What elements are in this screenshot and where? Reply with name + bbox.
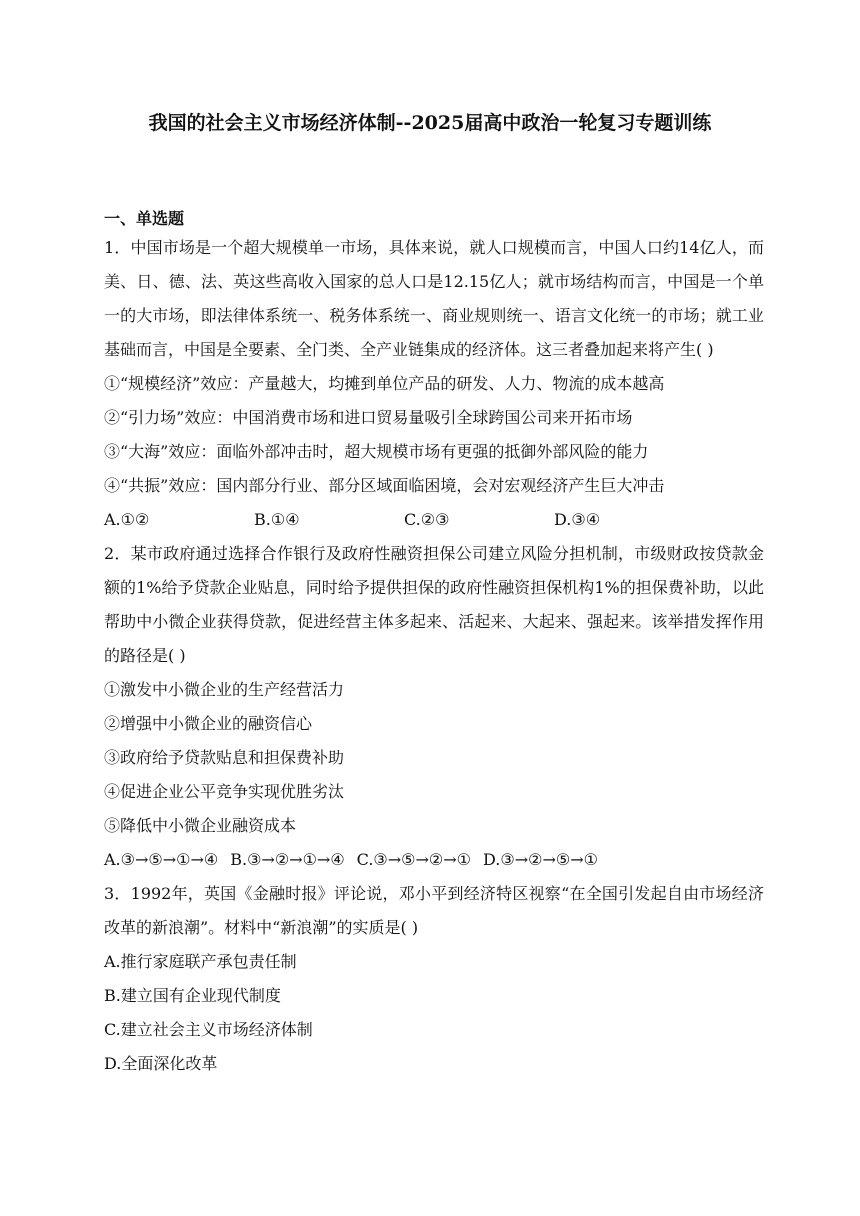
statement-item: ③“大海”效应：面临外部冲击时，超大规模市场有更强的抵御外部风险的能力 [104, 442, 649, 461]
answer-options [104, 843, 764, 877]
option-b[interactable]: B.建立国有企业现代制度 [104, 986, 281, 1005]
section-heading: 一、单选题 [104, 209, 185, 228]
option-a[interactable]: A.①② [104, 510, 150, 529]
statement-item: ⑤降低中小微企业融资成本 [104, 816, 297, 835]
question-list [104, 231, 764, 1081]
question-stem: 2．某市政府通过选择合作银行及政府性融资担保公司建立风险分担机制，市级财政按贷款金额的1%给予贷款企业贴息，同时给予提供担保的政府性融资担保机构1%的担保费补助，以此帮助中小微企业获得贷款，促进经营主体多起来、活起来、大起来、强起来。该举措发挥作用的路径是( ) [104, 544, 764, 665]
option-c[interactable]: C.建立社会主义市场经济体制 [104, 1020, 313, 1039]
option-b[interactable]: B.①④ [254, 510, 300, 529]
question-stem: 3．1992年，英国《金融时报》评论说，邓小平到经济特区视察“在全国引发起自由市场经济改革的新浪潮”。材料中“新浪潮”的实质是( ) [104, 884, 764, 937]
statement-item: ②增强中小微企业的融资信心 [104, 714, 313, 733]
statement-item: ②“引力场”效应：中国消费市场和进口贸易量吸引全球跨国公司来开拓市场 [104, 408, 633, 427]
statement-item: ④促进企业公平竞争实现优胜劣汰 [104, 782, 345, 801]
option-d[interactable]: D.全面深化改革 [104, 1054, 218, 1073]
question-1 [104, 231, 764, 537]
question-stem: 1．中国市场是一个超大规模单一市场，具体来说，就人口规模而言，中国人口约14亿人，而美、日、德、法、英这些高收入国家的总人口是12.15亿人；就市场结构而言，中国是一个单一的大市场，即法律体系统一、税务体系统一、商业规则统一、语言文化统一的市场；就工业基础而言，中国是全要素、全门类、全产业链集成的经济体。这三者叠加起来将产生( ) [104, 238, 764, 359]
statement-item: ①激发中小微企业的生产经营活力 [104, 680, 345, 699]
option-d[interactable]: D.③→②→⑤→① [483, 850, 598, 869]
answer-options [104, 503, 764, 537]
question-3 [104, 877, 764, 1081]
option-d[interactable]: D.③④ [554, 510, 601, 529]
statement-item: ①“规模经济”效应：产量越大，均摊到单位产品的研发、人力、物流的成本越高 [104, 374, 665, 393]
option-c[interactable]: C.③→⑤→②→① [356, 850, 472, 869]
option-a[interactable]: A.③→⑤→①→④ [104, 850, 219, 869]
statement-item: ③政府给予贷款贴息和担保费补助 [104, 748, 345, 767]
question-2 [104, 537, 764, 877]
option-a[interactable]: A.推行家庭联产承包责任制 [104, 952, 297, 971]
option-b[interactable]: B.③→②→①→④ [230, 850, 345, 869]
statement-item: ④“共振”效应：国内部分行业、部分区域面临困境，会对宏观经济产生巨大冲击 [104, 476, 665, 495]
document-title: 我国的社会主义市场经济体制--2025届高中政治一轮复习专题训练 [148, 112, 712, 134]
option-c[interactable]: C.②③ [404, 510, 450, 529]
